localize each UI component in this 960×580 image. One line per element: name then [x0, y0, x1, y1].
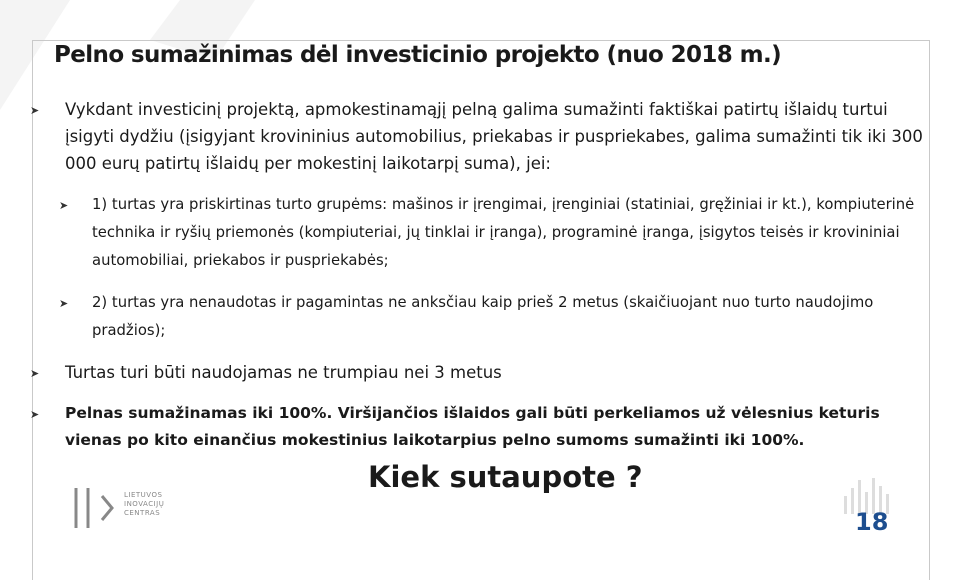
sub-bullet-text: 1) turtas yra priskirtinas turto grupėms: mašinos ir įrengimai, įrenginiai (statiniai, gręžiniai ir kt.), kompiuterinė technika ir ryšių priemonės (kompiuteriai, jų tinklai ir įranga), programinė įranga, įsigytos teisės ir krovininiai automobiliai, priekabos ir puspriekabės; [92, 196, 915, 269]
sub-bullet-item [30, 191, 930, 275]
callout-text: Kiek sutaupote ? [368, 460, 643, 494]
bullet-list [30, 96, 930, 454]
bullet-text: Vykdant investicinį projektą, apmokestinamąjį pelną galima sumažinti faktiškai patirtų išlaidų turtui įsigyti dydžiu (įsigyjant krovininius automobilius, priekabas ir puspriekabes, galima sumažinti tik iki 300 000 eurų patirtų išlaidų per mokestinį laikotarpį suma), jei: [65, 100, 923, 173]
bullet-text: Turtas turi būti naudojamas ne trumpiau nei 3 metus [65, 363, 502, 382]
sub-bullet-text: 2) turtas yra nenaudotas ir pagamintas ne anksčiau kaip prieš 2 metus (skaičiuojant nuo turto naudojimo pradžios); [92, 294, 874, 339]
bullet-item [30, 96, 930, 177]
arrow-bullet-icon: ➤ [30, 367, 40, 380]
arrow-bullet-icon: ➤ [59, 199, 69, 212]
bullet-item [30, 400, 930, 454]
arrow-bullet-icon: ➤ [59, 297, 69, 310]
sub-bullet-item [30, 289, 930, 345]
logo-line: LIETUVOS [124, 491, 163, 499]
logo-text [124, 491, 164, 518]
bullet-text: Pelnas sumažinamas iki 100%. Viršijančios išlaidos gali būti perkeliamos už vėlesnius keturis vienas po kito einančius mokestinius laikotarpius pelno sumoms sumažinti iki 100%. [65, 404, 880, 449]
logo-line: INOVACIJŲ [124, 500, 165, 508]
bullet-item [30, 359, 930, 386]
page-number: 18 [855, 508, 889, 536]
logo-line: CENTRAS [124, 509, 161, 517]
arrow-bullet-icon: ➤ [30, 104, 40, 117]
slide-title: Pelno sumažinimas dėl investicinio projekto (nuo 2018 m.) [54, 42, 782, 68]
arrow-bullet-icon: ➤ [30, 408, 40, 421]
